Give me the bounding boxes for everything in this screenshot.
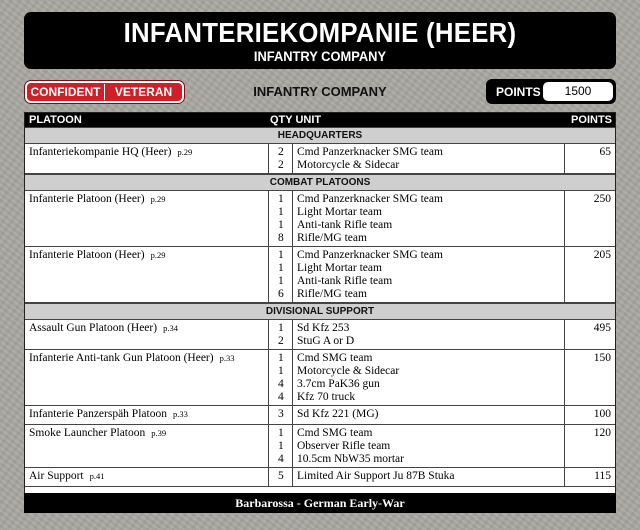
- unit-qty: 1: [278, 193, 284, 205]
- unit-cell: [293, 144, 565, 173]
- unit-qty: 2: [278, 159, 284, 171]
- unit-qty: 1: [278, 249, 284, 261]
- points-label: POINTS: [496, 84, 541, 99]
- qty-cell: [269, 247, 293, 302]
- points-column-header: POINTS: [571, 114, 612, 126]
- unit-qty: 2: [278, 335, 284, 347]
- army-list-table: [24, 112, 616, 513]
- page-reference: p.29: [150, 250, 166, 260]
- footer-banner: Barbarossa - German Early-War: [24, 493, 616, 513]
- unit-name: Observer Rifle team: [297, 440, 391, 452]
- title-banner: [24, 12, 616, 69]
- qty-cell: [269, 425, 293, 467]
- unit-cell: [293, 406, 565, 424]
- platoon-cell: [25, 320, 269, 349]
- unit-name: Limited Air Support Ju 87B Stuka: [297, 470, 455, 482]
- unit-cell: [293, 247, 565, 302]
- unit-name: Anti-tank Rifle team: [297, 275, 393, 287]
- qty-cell: [269, 144, 293, 173]
- platoon-cell: [25, 247, 269, 302]
- points-value: 1500: [543, 82, 613, 101]
- unit-name: Light Mortar team: [297, 206, 382, 218]
- qty-unit-column-header: QTY UNIT: [270, 114, 322, 126]
- points-cell: [565, 144, 615, 173]
- unit-qty: 3: [278, 408, 284, 420]
- unit-name: Rifle/MG team: [297, 232, 367, 244]
- unit-qty: 2: [278, 146, 284, 158]
- unit-qty: 1: [278, 427, 284, 439]
- platoon-cell: [25, 406, 269, 424]
- platoon-cell: [25, 350, 269, 405]
- platoon-column-header: PLATOON: [29, 114, 82, 126]
- points-cell: [565, 425, 615, 467]
- platoon-points: 495: [593, 322, 611, 334]
- unit-name: 10.5cm NbW35 mortar: [297, 453, 404, 465]
- skill-rating: VETERAN: [114, 85, 173, 99]
- platoon-name: Infanterie Panzerspäh Platoon: [29, 408, 167, 420]
- points-cell: [565, 350, 615, 405]
- table-header: [25, 113, 615, 127]
- table-row: [25, 191, 615, 247]
- unit-qty: 5: [278, 470, 284, 482]
- points-total-box: [486, 79, 616, 104]
- page-reference: p.29: [150, 194, 166, 204]
- unit-qty: 4: [278, 453, 284, 465]
- unit-name: Motorcycle & Sidecar: [297, 365, 400, 377]
- platoon-name: Smoke Launcher Platoon: [29, 427, 146, 439]
- unit-qty: 1: [278, 219, 284, 231]
- unit-qty: 1: [278, 352, 284, 364]
- unit-qty: 8: [278, 232, 284, 244]
- platoon-cell: [25, 191, 269, 246]
- unit-name: Motorcycle & Sidecar: [297, 159, 400, 171]
- unit-name: Kfz 70 truck: [297, 391, 356, 403]
- platoon-points: 250: [593, 193, 611, 205]
- section-header: COMBAT PLATOONS: [25, 174, 615, 191]
- page-reference: p.41: [89, 471, 105, 481]
- unit-qty: 1: [278, 275, 284, 287]
- unit-qty: 1: [278, 440, 284, 452]
- platoon-points: 150: [593, 352, 611, 364]
- platoon-cell: [25, 425, 269, 467]
- table-body: [25, 127, 615, 487]
- points-cell: [565, 468, 615, 486]
- unit-name: Cmd SMG team: [297, 427, 373, 439]
- unit-qty: 4: [278, 378, 284, 390]
- page-reference: p.39: [151, 428, 167, 438]
- unit-name: Cmd SMG team: [297, 352, 373, 364]
- points-cell: [565, 406, 615, 424]
- points-cell: [565, 247, 615, 302]
- unit-name: Cmd Panzerknacker SMG team: [297, 193, 443, 205]
- company-type-label: INFANTRY COMPANY: [253, 84, 387, 99]
- page-title: INFANTERIEKOMPANIE (HEER): [123, 17, 517, 48]
- platoon-points: 65: [599, 146, 611, 158]
- unit-name: Sd Kfz 221 (MG): [297, 408, 379, 420]
- qty-cell: [269, 406, 293, 424]
- platoon-name: Assault Gun Platoon (Heer): [29, 322, 158, 334]
- qty-cell: [269, 191, 293, 246]
- page-reference: p.33: [219, 353, 235, 363]
- platoon-name: Infanterie Anti-tank Gun Platoon (Heer): [29, 352, 214, 364]
- unit-qty: 1: [278, 322, 284, 334]
- table-row: [25, 468, 615, 487]
- unit-cell: [293, 350, 565, 405]
- page-reference: p.33: [172, 409, 188, 419]
- unit-cell: [293, 468, 565, 486]
- table-row: [25, 425, 615, 468]
- section-header: DIVISIONAL SUPPORT: [25, 303, 615, 320]
- unit-qty: 1: [278, 206, 284, 218]
- unit-name: Anti-tank Rifle team: [297, 219, 393, 231]
- unit-qty: 1: [278, 365, 284, 377]
- platoon-points: 115: [594, 470, 611, 482]
- platoon-name: Air Support: [29, 470, 84, 482]
- qty-cell: [269, 320, 293, 349]
- unit-name: Rifle/MG team: [297, 288, 367, 300]
- table-row: [25, 320, 615, 350]
- unit-name: Cmd Panzerknacker SMG team: [297, 249, 443, 261]
- table-row: [25, 144, 615, 174]
- points-cell: [565, 320, 615, 349]
- motivation-rating: CONFIDENT: [30, 85, 101, 99]
- platoon-cell: [25, 144, 269, 173]
- table-row: [25, 406, 615, 425]
- unit-name: 3.7cm PaK36 gun: [297, 378, 380, 390]
- section-header: HEADQUARTERS: [25, 127, 615, 144]
- platoon-name: Infanterie Platoon (Heer): [29, 193, 145, 205]
- table-row: [25, 247, 615, 303]
- unit-name: Light Mortar team: [297, 262, 382, 274]
- qty-cell: [269, 468, 293, 486]
- platoon-cell: [25, 468, 269, 486]
- page-reference: p.34: [163, 323, 178, 333]
- page-reference: p.29: [177, 147, 193, 157]
- table-row: [25, 350, 615, 406]
- page-subtitle: INFANTRY COMPANY: [253, 48, 387, 64]
- rating-badge: [25, 81, 184, 103]
- platoon-name: Infanterie Platoon (Heer): [29, 249, 145, 261]
- unit-name: StuG A or D: [297, 335, 355, 347]
- platoon-name: Infanteriekompanie HQ (Heer): [29, 146, 172, 158]
- points-cell: [565, 191, 615, 246]
- unit-qty: 6: [278, 288, 284, 300]
- qty-cell: [269, 350, 293, 405]
- platoon-points: 205: [593, 249, 611, 261]
- unit-qty: 4: [278, 391, 284, 403]
- unit-cell: [293, 425, 565, 467]
- platoon-points: 100: [593, 408, 611, 420]
- platoon-points: 120: [593, 427, 611, 439]
- unit-cell: [293, 320, 565, 349]
- unit-cell: [293, 191, 565, 246]
- unit-name: Sd Kfz 253: [297, 322, 350, 334]
- unit-name: Cmd Panzerknacker SMG team: [297, 146, 443, 158]
- unit-qty: 1: [278, 262, 284, 274]
